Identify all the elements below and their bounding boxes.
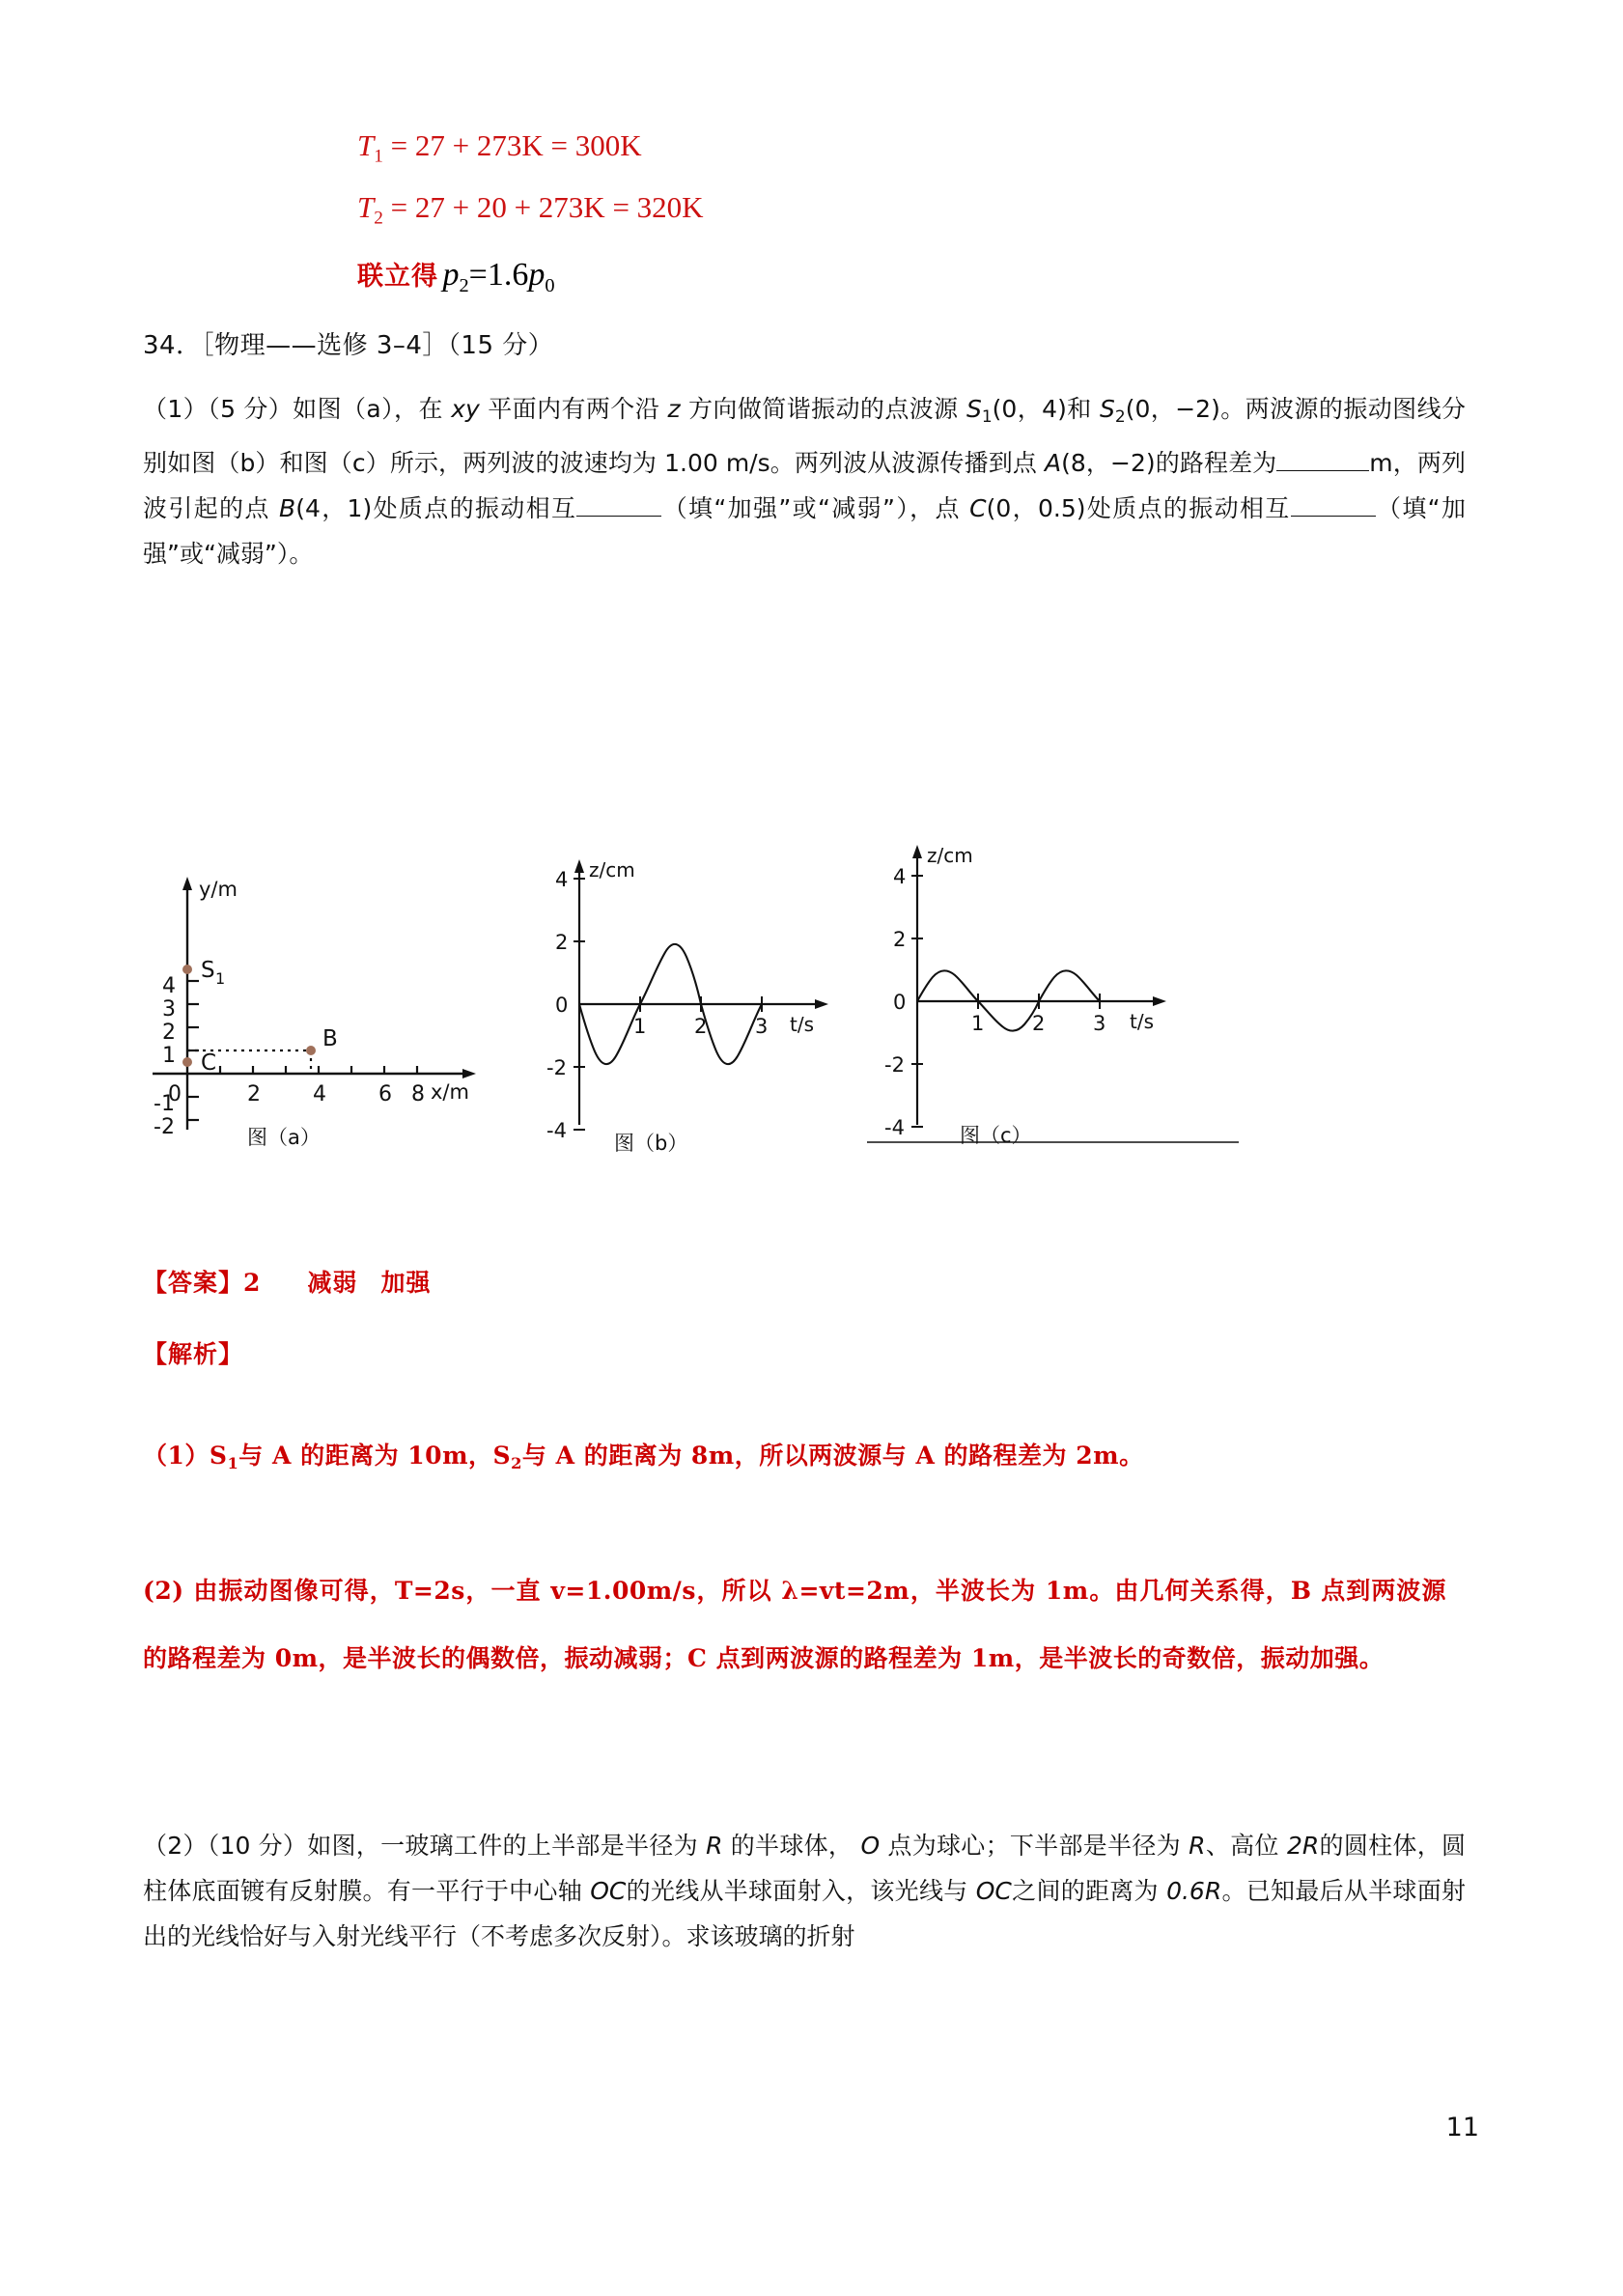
figure-c-caption: 图（c） bbox=[960, 1124, 1032, 1147]
figure-a-xlabel-8: 8 bbox=[411, 1082, 425, 1106]
q1-point-a: A bbox=[1045, 449, 1062, 478]
formula-p2 bbox=[357, 255, 555, 297]
q2-text-g: 之间的 bbox=[1011, 1877, 1085, 1905]
q1-text-i: 处质点的振动相互 bbox=[1085, 494, 1291, 523]
exp1-a: （1）S bbox=[143, 1442, 228, 1470]
formula-t2 bbox=[357, 190, 704, 230]
q1-point-a-coords: (8，−2) bbox=[1061, 449, 1156, 478]
explanation-part-1 bbox=[143, 1432, 1437, 1488]
answer-value-1: 2 bbox=[243, 1269, 262, 1297]
figure-a-xlabel-4: 4 bbox=[313, 1082, 326, 1106]
q1-blank-2[interactable] bbox=[576, 492, 661, 517]
q2-text-c: 点为球心；下半部是半径为 bbox=[887, 1832, 1181, 1860]
figure-a-xlabel-2: 2 bbox=[247, 1082, 261, 1106]
figure-a-y-arrow bbox=[182, 877, 192, 890]
figure-a-ylabel-4: 4 bbox=[162, 974, 176, 998]
figure-c-ylabel-2: 2 bbox=[893, 928, 907, 951]
formula-p2-expression bbox=[442, 257, 555, 297]
figure-c bbox=[867, 835, 1244, 1149]
q2-var-o: O bbox=[860, 1832, 881, 1860]
exp1-c: 与 A 的距离为 8m，所以两波源与 A 的路程差为 2m。 bbox=[521, 1442, 1144, 1470]
formula-t1-symbol: T bbox=[357, 128, 375, 162]
figure-a-label-s1: S bbox=[201, 958, 215, 983]
figure-c-ylabel-m2: -2 bbox=[884, 1053, 905, 1077]
q1-text-a: （1）（5 分）如图（a），在 bbox=[143, 395, 443, 423]
formula-t1-subscript: 1 bbox=[374, 146, 383, 167]
q2-text-b: 的半球体， bbox=[730, 1832, 853, 1860]
q1-source-s2-coords: (0，−2)。两波源 bbox=[1125, 395, 1319, 423]
q1-text-b: 平面内有两个沿 bbox=[488, 395, 660, 423]
figure-b-ylabel-4: 4 bbox=[555, 868, 569, 891]
figure-a-label-s1-sub: 1 bbox=[215, 969, 226, 988]
figure-row bbox=[133, 844, 1485, 1236]
figure-a-point-b bbox=[306, 1046, 316, 1055]
figure-b-xlabel: t/s bbox=[790, 1013, 814, 1036]
q1-source-s1-sub: 1 bbox=[981, 407, 993, 428]
exp1-sub-1: 1 bbox=[227, 1453, 239, 1472]
q1-text-g: 处质点的振动相互 bbox=[372, 494, 577, 523]
figure-a-point-c bbox=[182, 1057, 192, 1067]
q2-text-h: 距离为 bbox=[1085, 1877, 1159, 1905]
answer-value-3: 加强 bbox=[380, 1269, 432, 1297]
q2-text-e: 的圆柱体，圆柱体底面镀有反射膜。有一平行于中心轴 bbox=[143, 1832, 1466, 1905]
figure-b bbox=[539, 850, 857, 1155]
figure-a-ylabel-2: 2 bbox=[162, 1021, 176, 1045]
figure-b-xlabel-3: 3 bbox=[755, 1015, 769, 1038]
analysis-label: 【解析】 bbox=[143, 1340, 244, 1368]
figure-a-ylabel-m1: -1 bbox=[154, 1092, 175, 1116]
figure-c-ylabel-4: 4 bbox=[893, 865, 907, 888]
q2-var-06r: 0.6R bbox=[1166, 1877, 1222, 1905]
q1-point-b: B bbox=[279, 494, 296, 523]
question-2-body bbox=[143, 1823, 1466, 1959]
q2-var-r2: R bbox=[1189, 1832, 1206, 1860]
answer-value-2: 减弱 bbox=[307, 1269, 358, 1297]
q2-var-2r: 2R bbox=[1286, 1832, 1320, 1860]
q1-text-j: （填“加强”或“减弱”）。 bbox=[143, 494, 1466, 569]
q1-text-e: 的路程差为 bbox=[1155, 449, 1277, 478]
formula-p2-var-sub: 2 bbox=[459, 275, 469, 297]
q1-source-s1: S bbox=[965, 395, 982, 423]
q1-point-b-coords: (4，1) bbox=[295, 494, 373, 523]
page-number: 11 bbox=[1445, 2113, 1479, 2142]
formula-p2-label: 联立得 bbox=[357, 262, 438, 292]
figure-a-caption: 图（a） bbox=[247, 1126, 321, 1149]
q1-text-f: m，两列波引起的点 bbox=[143, 449, 1466, 523]
figure-a-svg bbox=[133, 869, 481, 1149]
formula-t2-symbol: T bbox=[357, 190, 375, 224]
figure-b-ylabel-0: 0 bbox=[555, 994, 569, 1017]
formula-t2-rhs: = 27 + 20 + 273K = 320K bbox=[390, 190, 704, 224]
figure-c-xlabel-2: 2 bbox=[1032, 1012, 1046, 1035]
figure-c-x-arrow bbox=[1153, 996, 1166, 1006]
figure-b-ylabel: z/cm bbox=[589, 858, 635, 882]
figure-a-label-b: B bbox=[322, 1026, 338, 1051]
formula-t1 bbox=[357, 128, 642, 168]
q2-text-i: 。已知最后从半球面射出的光线恰好与入射光线平行（不考虑多次反射）。求该玻璃的折射 bbox=[143, 1877, 1466, 1950]
formula-p2-var0-sub: 0 bbox=[545, 275, 555, 297]
q2-var-oc: OC bbox=[590, 1877, 627, 1905]
figure-a-ylabel-m2: -2 bbox=[154, 1115, 175, 1139]
figure-b-ylabel-2: 2 bbox=[555, 931, 569, 954]
q2-var-r: R bbox=[706, 1832, 723, 1860]
figure-a-xlabel: x/m bbox=[431, 1080, 469, 1104]
explanation-part-2: (2) 由振动图像可得，T=2s，一直 v=1.00m/s，所以 λ=vt=2m，半波长为 1m。由几何关系得，B 点到两波源的路程差为 0m，是半波长的偶数倍，振动减弱；C 点到两波源的路程差为 1m，是半波长的奇数倍，振动加强。 bbox=[143, 1577, 1446, 1672]
answer-line bbox=[143, 1264, 431, 1299]
exp1-b: 与 A 的距离为 10m，S bbox=[238, 1442, 512, 1470]
q1-blank-3[interactable] bbox=[1291, 492, 1376, 517]
figure-a-ylabel: y/m bbox=[199, 878, 238, 901]
figure-b-caption: 图（b） bbox=[614, 1132, 688, 1155]
q1-blank-1[interactable] bbox=[1276, 447, 1369, 471]
figure-b-x-arrow bbox=[815, 999, 828, 1009]
q1-var-z: z bbox=[667, 395, 681, 423]
q1-point-c: C bbox=[969, 494, 987, 523]
q2-text-f: 的光线从半球面射入，该光线与 bbox=[626, 1877, 968, 1905]
q1-source-s2: S bbox=[1100, 395, 1115, 423]
q1-text-h: （填“加强”或“减弱”），点 bbox=[661, 494, 961, 523]
figure-b-ylabel-m2: -2 bbox=[546, 1056, 567, 1079]
figure-a-x-arrow bbox=[462, 1069, 476, 1078]
figure-c-xlabel-3: 3 bbox=[1093, 1012, 1106, 1035]
formula-t2-subscript: 2 bbox=[374, 208, 383, 229]
figure-c-xlabel-1: 1 bbox=[971, 1012, 985, 1035]
figure-a bbox=[133, 869, 481, 1154]
formula-p2-var: p bbox=[442, 257, 460, 293]
q1-source-s1-coords: (0，4)和 bbox=[992, 395, 1092, 423]
q1-var-xy: xy bbox=[451, 395, 480, 423]
q1-text-c: 方向做简谐振动的点波源 bbox=[688, 395, 959, 423]
exp1-sub-2: 2 bbox=[511, 1453, 522, 1472]
figure-c-ylabel-m4: -4 bbox=[884, 1116, 905, 1139]
q2-text-d: 、高位 bbox=[1205, 1832, 1279, 1860]
q1-source-s2-sub: 2 bbox=[1114, 407, 1126, 428]
formula-p2-value: =1.6 bbox=[468, 257, 529, 293]
question-1-body bbox=[143, 386, 1466, 576]
figure-b-xlabel-1: 1 bbox=[633, 1015, 647, 1038]
figure-a-xlabel-6: 6 bbox=[378, 1082, 392, 1106]
answer-label: 【答案】 bbox=[143, 1269, 244, 1297]
q2-var-oc2: OC bbox=[975, 1877, 1012, 1905]
question-header: 34．［物理——选修 3–4］（15 分） bbox=[143, 331, 554, 360]
figure-c-ylabel-0: 0 bbox=[893, 991, 907, 1014]
figure-b-svg bbox=[539, 850, 857, 1139]
figure-c-xlabel: t/s bbox=[1130, 1010, 1154, 1033]
figure-a-point-s1 bbox=[182, 965, 192, 974]
formula-p2-var0: p bbox=[528, 257, 546, 293]
figure-a-label-c: C bbox=[201, 1050, 217, 1076]
figure-b-ylabel-m4: -4 bbox=[546, 1119, 567, 1139]
figure-a-ylabel-1: 1 bbox=[162, 1044, 176, 1068]
figure-a-ylabel-3: 3 bbox=[162, 997, 176, 1022]
q1-text-d: 的振动图线分别如图（b）和图（c）所示，两列波的波速均为 1.00 m/s。两列波从波源传播到点 bbox=[143, 395, 1466, 478]
figure-b-y-arrow bbox=[574, 859, 584, 873]
formula-t1-rhs: = 27 + 273K = 300K bbox=[390, 128, 642, 162]
figure-c-svg bbox=[867, 835, 1244, 1144]
figure-c-ylabel: z/cm bbox=[927, 844, 973, 867]
q2-text-a: （2）（10 分）如图，一玻璃工件的上半部是半径为 bbox=[143, 1832, 698, 1860]
figure-b-xlabel-2: 2 bbox=[694, 1015, 708, 1038]
q1-point-c-coords: (0，0.5) bbox=[986, 494, 1086, 523]
figure-c-y-arrow bbox=[912, 845, 922, 858]
figure-a-xlabel-0: 0 bbox=[168, 1082, 182, 1106]
